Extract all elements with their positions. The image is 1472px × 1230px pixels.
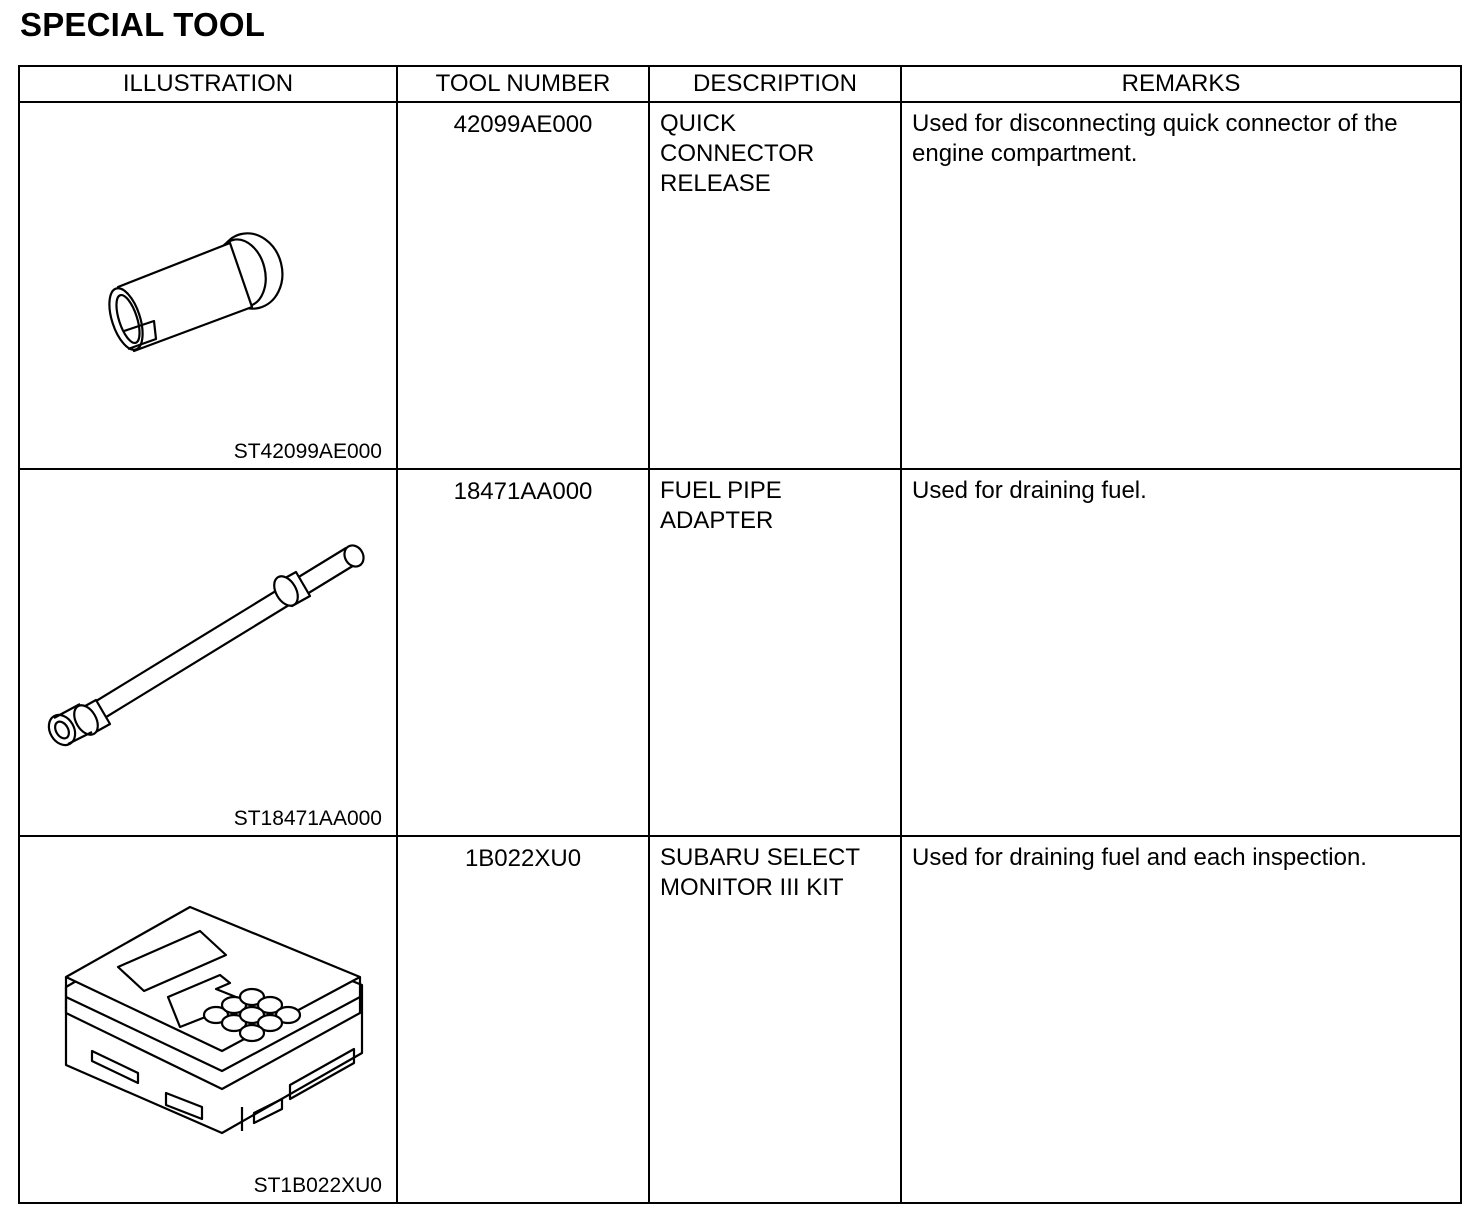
column-header-tool-number: TOOL NUMBER <box>397 66 649 102</box>
illustration-cell <box>19 102 397 469</box>
remarks-cell <box>901 469 1461 836</box>
tool-number-cell: 1B022XU0 <box>397 836 649 1203</box>
description-cell <box>649 102 901 469</box>
description-line: FUEL PIPE <box>660 477 782 504</box>
table-row <box>19 469 1461 836</box>
special-tool-table <box>18 65 1462 1204</box>
illustration-code: ST42099AE000 <box>233 440 382 463</box>
table-row <box>19 836 1461 1203</box>
column-header-description: DESCRIPTION <box>649 66 901 102</box>
select-monitor-kit-illustration <box>20 837 398 1202</box>
description-line: MONITOR III KIT <box>660 874 844 901</box>
remarks-line: engine compartment. <box>912 140 1138 167</box>
description-line: RELEASE <box>660 170 771 197</box>
illustration-code: ST1B022XU0 <box>253 1174 382 1197</box>
illustration-cell <box>19 836 397 1203</box>
page-title: SPECIAL TOOL <box>20 6 266 43</box>
remarks-line: Used for disconnecting quick connector of the <box>912 110 1398 137</box>
description-line: SUBARU SELECT <box>660 844 861 871</box>
table-header-row <box>19 66 1461 102</box>
table-row <box>19 102 1461 469</box>
remarks-cell <box>901 102 1461 469</box>
tool-number-cell: 18471AA000 <box>397 469 649 836</box>
quick-connector-release-illustration <box>20 103 398 468</box>
column-header-remarks: REMARKS <box>901 66 1461 102</box>
remarks-line: Used for draining fuel and each inspection. <box>912 844 1367 871</box>
description-cell <box>649 469 901 836</box>
fuel-pipe-adapter-illustration <box>20 470 398 835</box>
illustration-code: ST18471AA000 <box>233 807 382 830</box>
remarks-cell <box>901 836 1461 1203</box>
description-line: QUICK <box>660 110 737 137</box>
description-line: ADAPTER <box>660 507 774 534</box>
illustration-cell <box>19 469 397 836</box>
tool-number-cell: 42099AE000 <box>397 102 649 469</box>
description-line: CONNECTOR <box>660 140 815 167</box>
description-cell <box>649 836 901 1203</box>
column-header-illustration: ILLUSTRATION <box>19 66 397 102</box>
remarks-line: Used for draining fuel. <box>912 477 1147 504</box>
